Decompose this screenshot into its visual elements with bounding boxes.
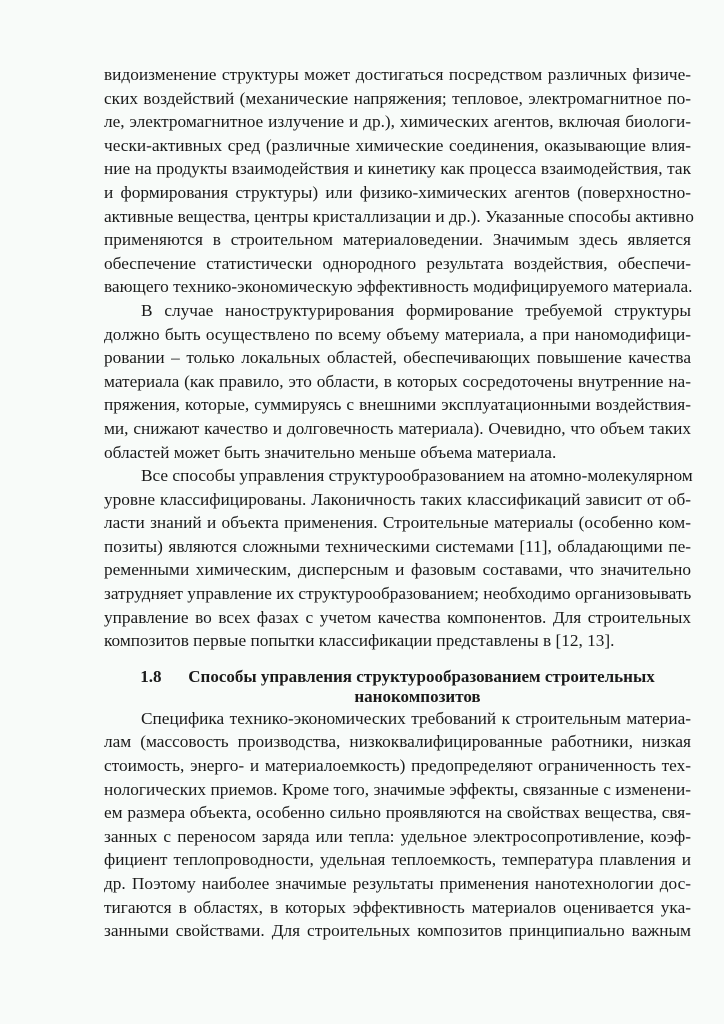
section-number: 1.8 [140, 666, 162, 686]
text-line: ласти знаний и объекта применения. Строительные материалы (особенно ком- [104, 513, 691, 533]
text-line: видоизменение структуры может достигаться посредством различных физиче- [104, 65, 691, 84]
section-title-line-2: нанокомпозитов [354, 686, 481, 706]
paragraph-1 [104, 63, 694, 299]
text-line: др. Поэтому наиболее значимые результаты применения нанотехнологии дос- [104, 874, 691, 893]
text-line: тигаются в областях, в которых эффективность материалов оценивается ука- [104, 897, 691, 917]
text-line: Специфика технико-экономических требований к строительным материа- [141, 708, 691, 728]
text-line: В случае наноструктурирования формирование требуемой структуры [141, 300, 691, 320]
text-line: чески-активных сред (различные химические соединения, оказывающие влия- [104, 135, 691, 155]
section-heading [104, 667, 691, 707]
text-line: Все способы управления структурообразованием на атомно-молекулярном [141, 466, 693, 486]
text-line: уровне классифицированы. Лаконичность таких классификаций зависит от об- [104, 489, 691, 509]
text-line: должно быть осуществлено по всему объему материала, а при наномодифици- [104, 324, 691, 344]
text-line: и формирования структуры) или физико-химических агентов (поверхностно- [104, 182, 691, 202]
text-line: применяются в строительном материаловедении. Значимым здесь является [104, 230, 691, 250]
text-line: пряжения, которые, суммируясь с внешними эксплуатационными воздействия- [104, 395, 691, 415]
text-line: ние на продукты взаимодействия и кинетику как процесса взаимодействия, так [104, 159, 691, 179]
text-line: лам (массовость производства, низкоквалифицированные работники, низкая [104, 732, 691, 752]
text-line: фициент теплопроводности, удельная теплоемкость, температура плавления и [104, 850, 691, 870]
text-line: занных с переносом заряда или тепла: удельное электросопротивление, коэф- [104, 826, 691, 846]
text-line: затрудняет управление их структурообразованием; необходимо организовывать [104, 584, 692, 604]
text-line: ле, электромагнитное излучение и др.), химических агентов, включая биологи- [104, 112, 691, 132]
paragraph-2 [104, 299, 691, 464]
paragraph-4 [104, 707, 691, 943]
text-line: ровании – только локальных областей, обеспечивающих повышение качества [104, 348, 691, 368]
paragraph-3 [104, 464, 691, 653]
text-line: ременными химическим, дисперсным и фазовым составами, что значительно [104, 560, 691, 580]
text-line: управление во всех фазах с учетом качества компонентов. Для строительных [104, 607, 691, 627]
text-line: обеспечение статистически однородного результата воздействия, обеспечи- [104, 253, 691, 273]
text-line: стоимость, энерго- и материалоемкость) предопределяют ограниченность тех- [104, 756, 691, 776]
text-line: областей может быть значительно меньше объема материала. [104, 442, 557, 462]
text-line: позиты) являются сложными техническими системами [11], обладающими пе- [104, 536, 691, 556]
text-line: материала (как правило, это области, в которых сосредоточены внутренние на- [104, 371, 691, 391]
text-line: нологических приемов. Кроме того, значимые эффекты, связанные с изменени- [104, 779, 691, 799]
text-line: активные вещества, центры кристаллизации и др.). Указанные способы активно [104, 206, 694, 226]
text-line: занными свойствами. Для строительных композитов принципиально важным [104, 921, 691, 941]
text-line: ем размера объекта, особенно сильно проявляются на свойствах вещества, свя- [104, 803, 691, 823]
text-line: ми, снижают качество и долговечность материала). Очевидно, что объем таких [104, 418, 691, 438]
text-line: вающего технико-экономическую эффективность модифицируемого материала. [104, 277, 693, 297]
section-title-line-1: Способы управления структурообразованием строительных [188, 666, 655, 686]
text-line: композитов первые попытки классификации представлены в [12, 13]. [104, 631, 615, 651]
document-page [104, 63, 694, 943]
text-line: ских воздействий (механические напряжения; тепловое, электромагнитное по- [104, 88, 691, 108]
